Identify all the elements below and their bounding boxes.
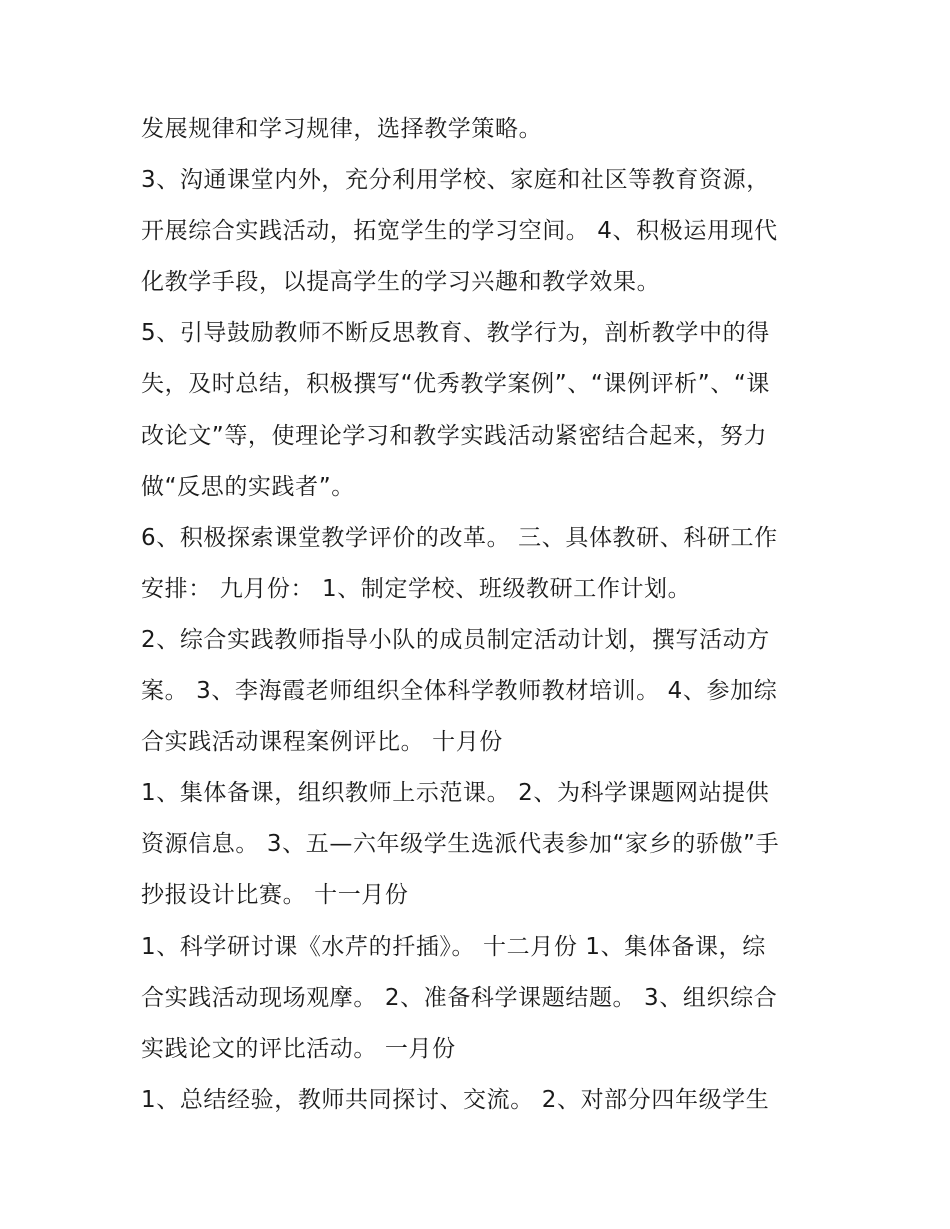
text-line: 6、积极探索课堂教学评价的改革。 三、具体教研、科研工作 xyxy=(141,524,778,551)
text-line: 1、科学研讨课《水芹的扦插》。 十二月份 1、集体备课，综 xyxy=(141,933,766,960)
text-line: 合实践活动现场观摩。 2、准备科学课题结题。 3、组织综合 xyxy=(141,984,778,1011)
text-line: 实践论文的评比活动。 一月份 xyxy=(141,1035,456,1062)
text-line: 发展规律和学习规律，选择教学策略。 xyxy=(141,116,543,142)
text-line: 改论文”等，使理论学习和教学实践活动紧密结合起来，努力 xyxy=(141,422,768,449)
text-line: 1、集体备课，组织教师上示范课。 2、为科学课题网站提供 xyxy=(141,780,770,807)
text-line: 化教学手段，以提高学生的学习兴趣和教学效果。 xyxy=(141,269,661,296)
text-line: 做“反思的实践者”。 xyxy=(141,473,355,500)
text-line: 失，及时总结，积极撰写“优秀教学案例”、“课例评析”、“课 xyxy=(141,371,770,398)
text-line: 抄报设计比赛。 十一月份 xyxy=(141,882,409,909)
text-line: 1、总结经验，教师共同探讨、交流。 2、对部分四年级学生 xyxy=(141,1086,770,1113)
text-line: 5、引导鼓励教师不断反思教育、教学行为，剖析教学中的得 xyxy=(141,320,770,347)
text-line: 3、沟通课堂内外，充分利用学校、家庭和社区等教育资源， xyxy=(141,167,770,194)
text-line: 开展综合实践活动，拓宽学生的学习空间。 4、积极运用现代 xyxy=(141,218,778,245)
text-line: 2、综合实践教师指导小队的成员制定活动计划，撰写活动方 xyxy=(141,626,770,653)
text-line: 案。 3、李海霞老师组织全体科学教师教材培训。 4、参加综 xyxy=(141,678,778,705)
text-line: 合实践活动课程案例评比。 十月份 xyxy=(141,729,503,756)
text-line: 安排： 九月份： 1、制定学校、班级教研工作计划。 xyxy=(141,575,692,602)
document-body xyxy=(141,104,821,1126)
text-line: 资源信息。 3、五—六年级学生选派代表参加“家乡的骄傲”手 xyxy=(141,831,780,858)
